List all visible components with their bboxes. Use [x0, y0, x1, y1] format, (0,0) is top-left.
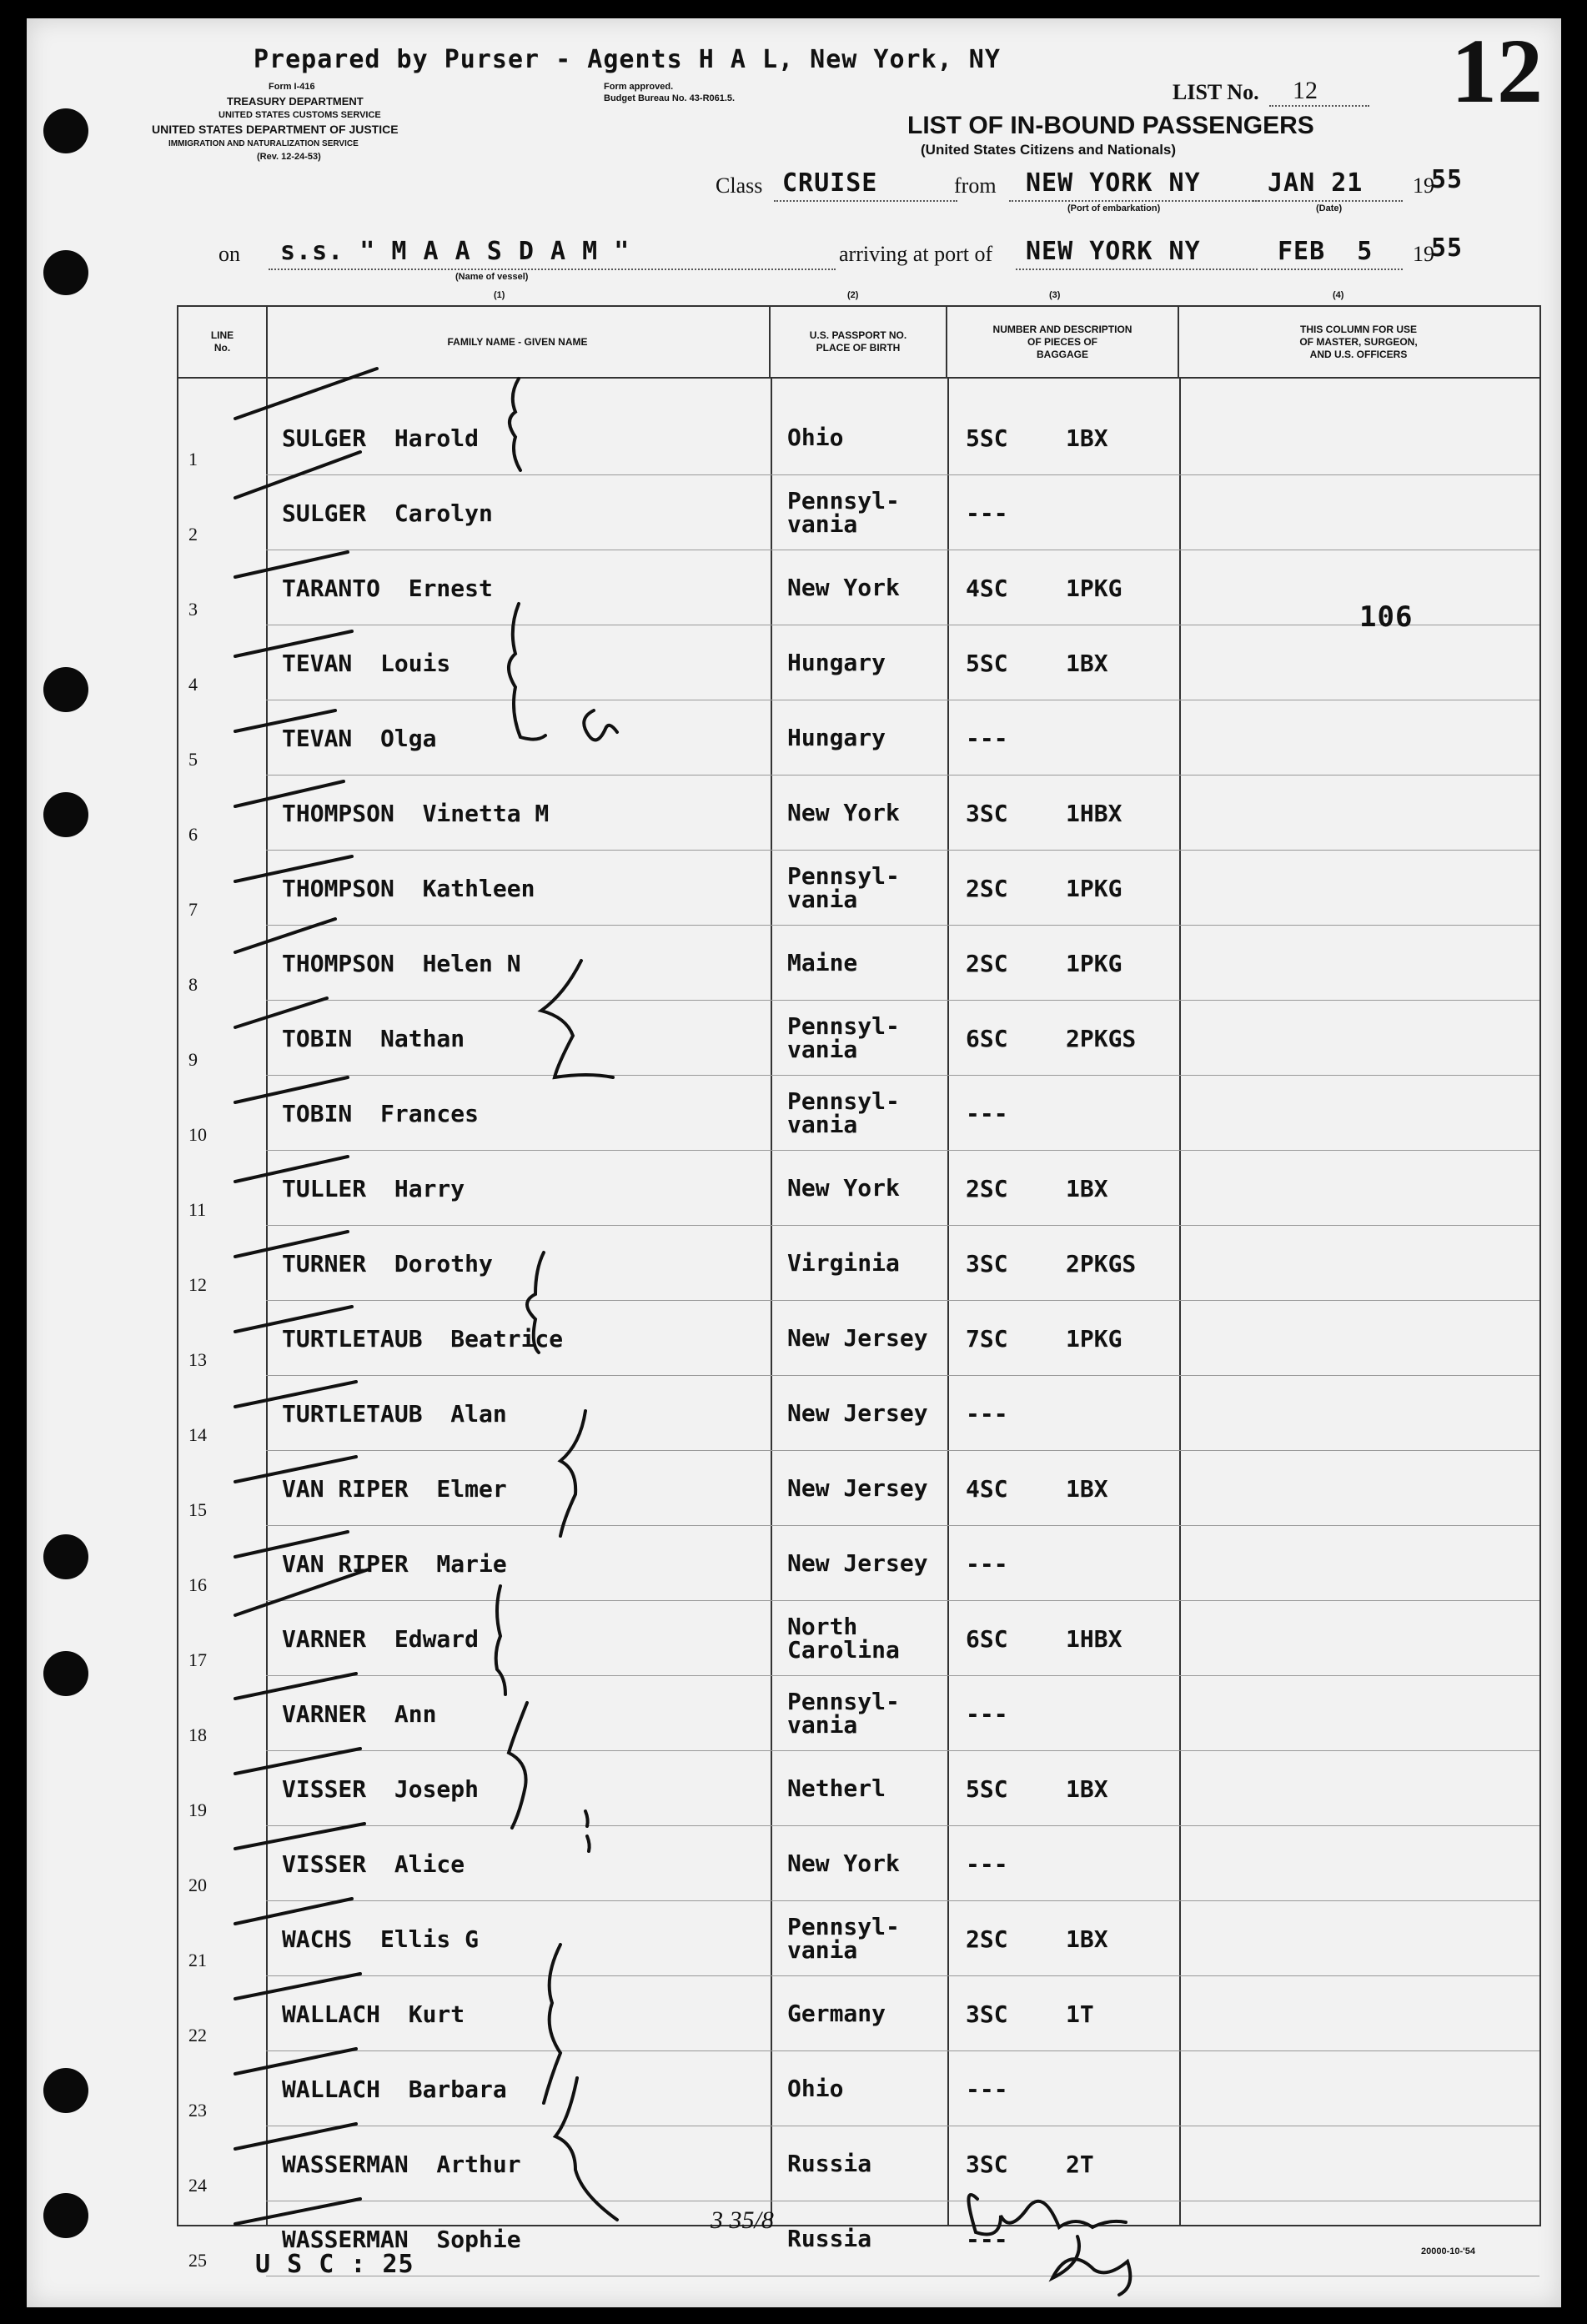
col-header-officers: THIS COLUMN FOR USE OF MASTER, SURGEON, AND U.S. OFFICERS [1299, 323, 1418, 360]
passenger-name: TOBIN Frances [282, 1099, 480, 1127]
form-approved: Form approved. [604, 82, 674, 92]
table-row [178, 550, 1539, 625]
punch-hole [43, 108, 88, 153]
baggage-pieces: --- [966, 1099, 1008, 1127]
place-of-birth: Pennsyl- vania [787, 1688, 900, 1739]
form-subtitle: (United States Citizens and Nationals) [921, 142, 1177, 158]
place-of-birth: New Jersey [787, 1399, 928, 1427]
col-header-passport: U.S. PASSPORT NO. PLACE OF BIRTH [771, 307, 947, 377]
punch-hole [43, 2193, 88, 2238]
baggage-pieces: 7SC [966, 1324, 1008, 1353]
baggage-pieces: 6SC [966, 1024, 1008, 1052]
arrival-year: 55 [1431, 233, 1464, 263]
passenger-name: SULGER Carolyn [282, 499, 493, 527]
col-num-3: (3) [1049, 290, 1061, 300]
class-label: Class [716, 173, 763, 198]
table-row [178, 1676, 1539, 1751]
from-label: from [954, 173, 997, 198]
baggage-pieces: 5SC [966, 424, 1008, 452]
place-of-birth: New York [787, 1850, 900, 1877]
passenger-name: WASSERMAN Arthur [282, 2150, 521, 2178]
line-number: 19 [188, 1799, 207, 1820]
arrival-date: FEB 5 [1278, 237, 1374, 266]
from-year-prefix: 19 [1413, 173, 1434, 198]
table-row [178, 1451, 1539, 1526]
from-port: NEW YORK NY [1026, 168, 1201, 198]
table-row [178, 700, 1539, 776]
line-number: 15 [188, 1499, 207, 1520]
line-number: 16 [188, 1574, 207, 1595]
baggage-description: 2PKGS [1066, 1024, 1137, 1052]
passenger-name: THOMPSON Helen N [282, 949, 521, 977]
col-num-2: (2) [847, 290, 859, 300]
place-of-birth: Germany [787, 2000, 886, 2027]
place-of-birth: Hungary [787, 649, 886, 676]
baggage-pieces: 5SC [966, 649, 1008, 677]
line-number: 6 [188, 824, 198, 845]
table-row [178, 1376, 1539, 1451]
baggage-description: 1HBX [1066, 799, 1122, 827]
table-row [178, 851, 1539, 926]
date-underline [1253, 200, 1403, 202]
baggage-pieces: 4SC [966, 1474, 1008, 1503]
baggage-description: 1PKG [1066, 874, 1122, 902]
line-number: 5 [188, 749, 198, 770]
from-year: 55 [1431, 165, 1464, 194]
baggage-description: 1HBX [1066, 1624, 1122, 1653]
place-of-birth: New York [787, 574, 900, 601]
place-of-birth: Ohio [787, 2075, 844, 2102]
table-row [178, 1301, 1539, 1376]
line-number: 24 [188, 2175, 207, 2196]
passenger-name: VAN RIPER Marie [282, 1549, 507, 1578]
line-number: 14 [188, 1424, 207, 1445]
punch-hole [43, 1651, 88, 1696]
place-of-birth: Virginia [787, 1249, 900, 1277]
header-rule [178, 377, 1539, 379]
col-header-baggage: NUMBER AND DESCRIPTION OF PIECES OF BAGGAGE [947, 307, 1179, 377]
baggage-pieces: 2SC [966, 1174, 1008, 1202]
place-of-birth: New York [787, 799, 900, 826]
from-underline [1009, 200, 1259, 202]
usc-count: U S C : 25 [255, 2250, 414, 2279]
place-of-birth: Netherl [787, 1774, 886, 1802]
table-row [178, 625, 1539, 700]
table-row [178, 475, 1539, 550]
prepared-by: Prepared by Purser - Agents H A L, New York, NY [254, 45, 1001, 74]
class-underline [774, 200, 957, 202]
form-code: 20000-10-'54 [1421, 2246, 1476, 2256]
place-of-birth: Ohio [787, 424, 844, 451]
arrival-port-underline [1016, 269, 1258, 270]
passenger-name: WACHS Ellis G [282, 1925, 480, 1953]
col-num-1: (1) [494, 290, 505, 300]
place-of-birth: Pennsyl- vania [787, 862, 900, 913]
place-of-birth: New Jersey [787, 1549, 928, 1577]
place-of-birth: New Jersey [787, 1474, 928, 1502]
baggage-pieces: 3SC [966, 1249, 1008, 1277]
on-label: on [218, 242, 240, 266]
table-row [178, 2051, 1539, 2126]
line-number: 23 [188, 2100, 207, 2121]
line-number: 10 [188, 1124, 207, 1145]
baggage-pieces: --- [966, 1549, 1008, 1578]
vessel-caption: (Name of vessel) [455, 272, 529, 282]
baggage-pieces: --- [966, 724, 1008, 752]
line-number: 7 [188, 899, 198, 920]
table-row [178, 1826, 1539, 1901]
class-value: CRUISE [782, 168, 878, 198]
table-row [178, 1601, 1539, 1676]
dept-treasury: TREASURY DEPARTMENT [227, 95, 364, 108]
line-number: 8 [188, 974, 198, 995]
baggage-description: 1BX [1066, 1925, 1108, 1953]
stamped-number: 12 [1451, 20, 1543, 122]
line-number: 11 [188, 1199, 207, 1220]
passenger-name: VAN RIPER Elmer [282, 1474, 507, 1503]
from-date: JAN 21 [1268, 168, 1364, 198]
table-row [178, 1751, 1539, 1826]
place-of-birth: New York [787, 1174, 900, 1202]
passenger-name: VISSER Joseph [282, 1774, 480, 1803]
revision: (Rev. 12-24-53) [257, 152, 321, 162]
baggage-pieces: 2SC [966, 949, 1008, 977]
form-number: Form I-416 [269, 82, 315, 92]
place-of-birth: Pennsyl- vania [787, 487, 900, 538]
passenger-name: WASSERMAN Sophie [282, 2225, 521, 2253]
line-number: 20 [188, 1875, 207, 1895]
baggage-pieces: --- [966, 1699, 1008, 1728]
passenger-name: SULGER Harold [282, 424, 480, 452]
baggage-description: 1PKG [1066, 1324, 1122, 1353]
baggage-pieces: --- [966, 1399, 1008, 1428]
handwritten-fraction: 3 35/8 [711, 2206, 774, 2234]
passenger-name: TOBIN Nathan [282, 1024, 465, 1052]
vessel-underline [269, 269, 836, 270]
passenger-name: TEVAN Louis [282, 649, 451, 677]
baggage-pieces: 6SC [966, 1624, 1008, 1653]
place-of-birth: Pennsyl- vania [787, 1087, 900, 1138]
place-of-birth: Pennsyl- vania [787, 1012, 900, 1063]
passenger-name: TEVAN Olga [282, 724, 437, 752]
table-row [178, 2126, 1539, 2201]
passenger-name: TULLER Harry [282, 1174, 465, 1202]
baggage-description: 2T [1066, 2150, 1094, 2178]
place-of-birth: North Carolina [787, 1613, 900, 1664]
arrival-year-prefix: 19 [1413, 242, 1434, 266]
punch-hole [43, 250, 88, 295]
customs-service: UNITED STATES CUSTOMS SERVICE [218, 110, 381, 120]
table-row [178, 400, 1539, 475]
line-number: 9 [188, 1049, 198, 1070]
ins-service: IMMIGRATION AND NATURALIZATION SERVICE [168, 139, 359, 148]
line-number: 17 [188, 1649, 207, 1670]
passenger-name: THOMPSON Vinetta M [282, 799, 550, 827]
manifest-page [27, 18, 1561, 2307]
col-header-name: FAMILY NAME - GIVEN NAME [266, 307, 771, 377]
punch-hole [43, 667, 88, 712]
line-number: 3 [188, 599, 198, 620]
baggage-description: 2PKGS [1066, 1249, 1137, 1277]
passenger-name: TURTLETAUB Alan [282, 1399, 507, 1428]
list-no-label: LIST No. [1173, 80, 1259, 104]
line-number: 18 [188, 1724, 207, 1745]
line-number: 1 [188, 449, 198, 469]
baggage-pieces: --- [966, 2075, 1008, 2103]
place-of-birth: Hungary [787, 724, 886, 751]
baggage-pieces: 4SC [966, 574, 1008, 602]
passenger-name: VISSER Alice [282, 1850, 465, 1878]
table-row [178, 1076, 1539, 1151]
punch-hole [43, 1534, 88, 1579]
arrival-date-underline [1261, 269, 1403, 270]
col-header-line-no: LINE No. [178, 307, 268, 377]
place-of-birth: Russia [787, 2150, 872, 2177]
table-row [178, 926, 1539, 1001]
table-row [178, 776, 1539, 851]
passenger-name: TURTLETAUB Beatrice [282, 1324, 564, 1353]
table-row [178, 1001, 1539, 1076]
line-number: 21 [188, 1950, 207, 1970]
punch-hole [43, 792, 88, 837]
date-caption: (Date) [1316, 203, 1343, 213]
line-number: 25 [188, 2250, 207, 2271]
place-of-birth: Russia [787, 2225, 872, 2252]
baggage-pieces: 3SC [966, 799, 1008, 827]
passenger-name: TURNER Dorothy [282, 1249, 493, 1277]
baggage-description: 1BX [1066, 1774, 1108, 1803]
baggage-pieces: 5SC [966, 1774, 1008, 1803]
line-number: 4 [188, 674, 198, 695]
table-row [178, 1901, 1539, 1976]
list-no-underline [1269, 105, 1369, 107]
line-number: 2 [188, 524, 198, 545]
form-title: LIST OF IN-BOUND PASSENGERS [907, 112, 1314, 139]
table-row [178, 1526, 1539, 1601]
baggage-pieces: 2SC [966, 1925, 1008, 1953]
port-embark-caption: (Port of embarkation) [1067, 203, 1161, 213]
col-num-4: (4) [1333, 290, 1344, 300]
baggage-pieces: --- [966, 1850, 1008, 1878]
baggage-pieces: 2SC [966, 874, 1008, 902]
baggage-description: 1PKG [1066, 949, 1122, 977]
vessel-name: s.s. " M A A S D A M " [280, 237, 630, 266]
budget-bureau: Budget Bureau No. 43-R061.5. [604, 93, 736, 103]
line-number: 12 [188, 1274, 207, 1295]
place-of-birth: Maine [787, 949, 858, 976]
baggage-description: 1BX [1066, 424, 1108, 452]
arrival-port: NEW YORK NY [1026, 237, 1201, 266]
table-row [178, 1151, 1539, 1226]
list-no: 12 [1293, 77, 1318, 104]
punch-hole [43, 2068, 88, 2113]
table-row [178, 1976, 1539, 2051]
passenger-name: THOMPSON Kathleen [282, 874, 535, 902]
baggage-pieces: 3SC [966, 2000, 1008, 2028]
place-of-birth: New Jersey [787, 1324, 928, 1352]
baggage-description: 1BX [1066, 1174, 1108, 1202]
line-number: 22 [188, 2025, 207, 2045]
baggage-description: 1T [1066, 2000, 1094, 2028]
baggage-description: 1BX [1066, 649, 1108, 677]
passenger-name: VARNER Ann [282, 1699, 437, 1728]
baggage-pieces: --- [966, 2225, 1008, 2253]
dept-justice: UNITED STATES DEPARTMENT OF JUSTICE [152, 123, 399, 136]
baggage-description: 1PKG [1066, 574, 1122, 602]
baggage-description: 1BX [1066, 1474, 1108, 1503]
passenger-name: VARNER Edward [282, 1624, 480, 1653]
baggage-pieces: --- [966, 499, 1008, 527]
baggage-pieces: 3SC [966, 2150, 1008, 2178]
passenger-name: TARANTO Ernest [282, 574, 493, 602]
place-of-birth: Pennsyl- vania [787, 1913, 900, 1964]
passenger-name: WALLACH Kurt [282, 2000, 465, 2028]
line-number: 13 [188, 1349, 207, 1370]
officer-note: 106 [1359, 600, 1414, 634]
passenger-name: WALLACH Barbara [282, 2075, 507, 2103]
arriving-label: arriving at port of [839, 242, 993, 266]
table-row [178, 1226, 1539, 1301]
